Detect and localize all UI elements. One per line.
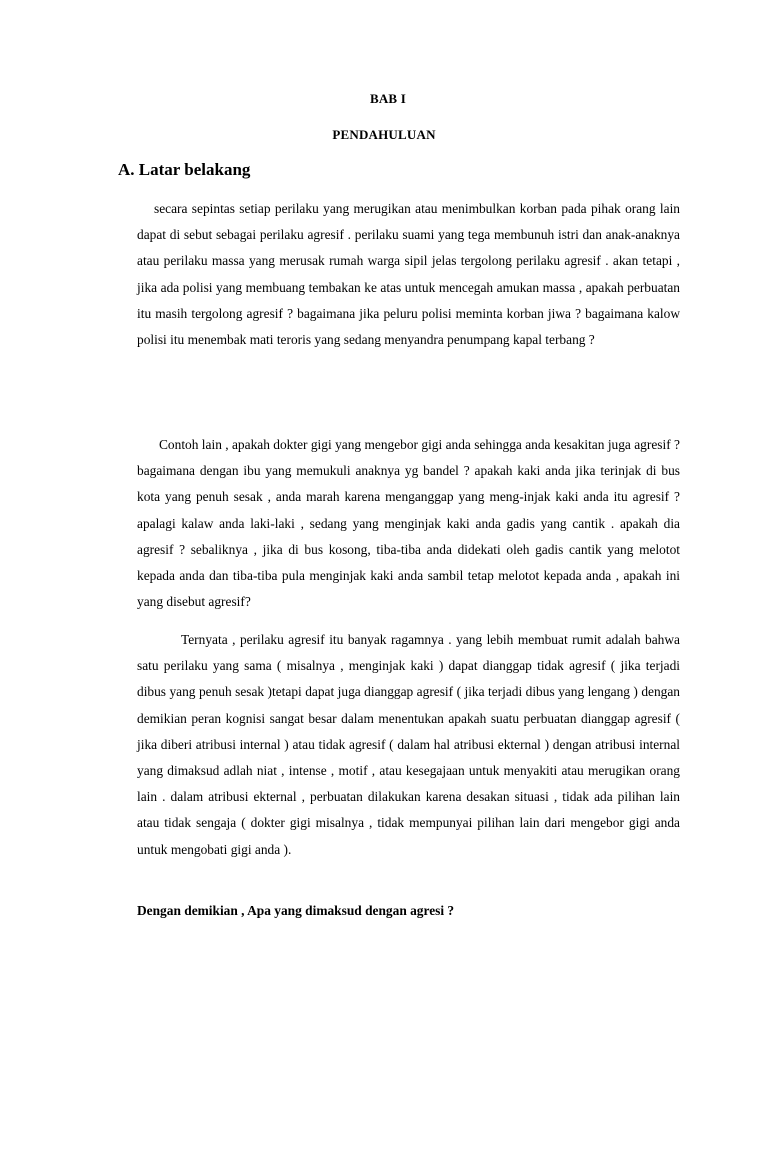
closing-question: Dengan demikian , Apa yang dimaksud dengan agresi ? [137, 903, 455, 918]
chapter-number: BAB I [369, 91, 407, 106]
chapter-title: PENDAHULUAN [332, 127, 436, 142]
section-heading: A. Latar belakang [118, 160, 251, 179]
paragraph: secara sepintas setiap perilaku yang merugikan atau menimbulkan korban pada pihak orang lain dapat di sebut sebagai perilaku agresif . perilaku suami yang tega membunuh istri dan anak-anaknya atau perilaku massa yang merusak rumah warga sipil jelas tergolong perilaku agresif . akan tetapi , jika ada polisi yang membuang tembakan ke atas untuk mencegah amukan massa , apakah perbuatan itu masih tergolong agresif ? bagaimana jika peluru polisi meminta korban jiwa ? bagaimana kalow polisi itu menembak mati teroris yang sedang menyandra penumpang kapal terbang ? [137, 201, 680, 348]
paragraph: Ternyata , perilaku agresif itu banyak ragamnya . yang lebih membuat rumit adalah bahwa satu perilaku yang sama ( misalnya , menginjak kaki ) dapat dianggap tidak agresif ( jika terjadi dibus yang penuh sesak )tetapi dapat juga dianggap agresif ( jika terjadi dibus yang lengang ) dengan demikian peran kognisi sangat besar dalam menentukan apakah suatu perbuatan dianggap agresif ( jika diberi atribusi internal ) atau tidak agresif ( dalam hal atribusi ekternal ) dengan atribusi internal yang dimaksud adlah niat , intense , motif , atau kesegajaan untuk menyakiti atau merugikan orang lain . dalam atribusi ekternal , perbuatan dilakukan karena desakan situasi , tidak ada pilihan lain atau tidak sengaja ( dokter gigi misalnya , tidak mempunyai pilihan lain dari mengebor gigi anda untuk mengobati gigi anda ). [137, 632, 680, 857]
paragraph: Contoh lain , apakah dokter gigi yang mengebor gigi anda sehingga anda kesakitan juga agresif ? bagaimana dengan ibu yang memukuli anaknya yg bandel ? apakah kaki anda jika terinjak di bus kota yang penuh sesak , anda marah karena menganggap yang meng-injak kaki anda itu agresif ?apalagi kalaw anda laki-laki , sedang yang menginjak kaki anda gadis yang cantik . apakah dia agresif ? sebaliknya , jika di bus kosong, tiba-tiba anda didekati oleh gadis cantik yang melotot kepada anda dan tiba-tiba pula menginjak kaki anda sambil tetap melotot kepada anda , apakah ini yang disebut agresif? [137, 437, 680, 610]
